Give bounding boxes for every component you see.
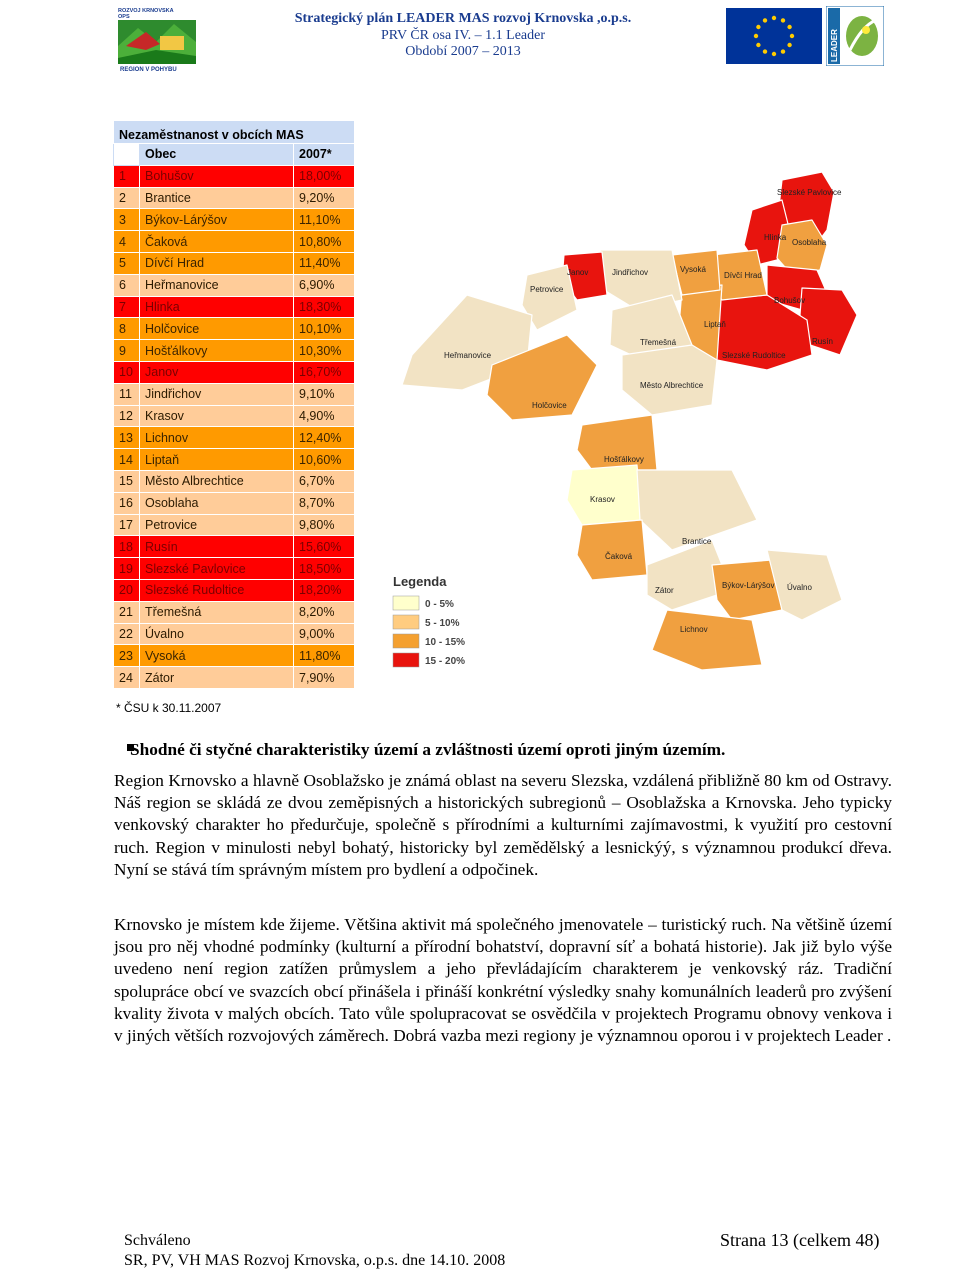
map-region-mesto-albrechtice xyxy=(622,345,717,415)
map-label: Petrovice xyxy=(530,285,564,294)
table-row xyxy=(114,427,355,449)
eu-star-icon xyxy=(772,52,776,56)
table-row xyxy=(114,492,355,514)
map-label: Třemešná xyxy=(640,338,677,347)
table-row xyxy=(114,601,355,623)
row-municipality: Třemešná xyxy=(140,601,294,623)
row-index: 11 xyxy=(114,383,140,405)
row-municipality: Janov xyxy=(140,361,294,383)
row-index: 19 xyxy=(114,558,140,580)
logo-text-bottom: REGION V POHYBU xyxy=(120,67,177,72)
row-municipality: Liptaň xyxy=(140,449,294,471)
map-label: Janov xyxy=(567,268,589,277)
table-row xyxy=(114,383,355,405)
table-row xyxy=(114,514,355,536)
row-municipality: Hlinka xyxy=(140,296,294,318)
row-index: 7 xyxy=(114,296,140,318)
row-municipality: Zátor xyxy=(140,667,294,689)
row-unemployment-rate: 18,50% xyxy=(294,558,355,580)
eu-star-icon xyxy=(763,18,767,22)
row-unemployment-rate: 4,90% xyxy=(294,405,355,427)
map-label: Vysoká xyxy=(680,265,706,274)
table-header-year: 2007* xyxy=(294,144,355,166)
table-header-obec: Obec xyxy=(140,144,294,166)
logo-text-ops: OPS xyxy=(118,14,130,20)
row-index: 9 xyxy=(114,340,140,362)
row-municipality: Jindřichov xyxy=(140,383,294,405)
eu-star-icon xyxy=(756,43,760,47)
document-header-period: Období 2007 – 2013 xyxy=(405,44,521,59)
row-index: 10 xyxy=(114,361,140,383)
row-index: 24 xyxy=(114,667,140,689)
row-unemployment-rate: 8,70% xyxy=(294,492,355,514)
row-unemployment-rate: 10,80% xyxy=(294,231,355,253)
row-municipality: Lichnov xyxy=(140,427,294,449)
row-index: 15 xyxy=(114,470,140,492)
row-index: 2 xyxy=(114,187,140,209)
table-row xyxy=(114,558,355,580)
table-row xyxy=(114,470,355,492)
map-label: Hlinka xyxy=(764,233,787,242)
row-index: 14 xyxy=(114,449,140,471)
table-title: Nezaměstnanost v obcích MAS xyxy=(114,121,355,144)
row-municipality: Slezské Pavlovice xyxy=(140,558,294,580)
row-unemployment-rate: 12,40% xyxy=(294,427,355,449)
table-row xyxy=(114,187,355,209)
eu-star-icon xyxy=(790,34,794,38)
row-unemployment-rate: 7,90% xyxy=(294,667,355,689)
eu-star-icon xyxy=(787,43,791,47)
map-legend xyxy=(393,574,465,667)
row-unemployment-rate: 11,10% xyxy=(294,209,355,231)
row-index: 16 xyxy=(114,492,140,514)
eu-flag-logo xyxy=(726,8,822,64)
row-unemployment-rate: 18,00% xyxy=(294,165,355,187)
map-label: Jindřichov xyxy=(612,268,649,277)
table-row xyxy=(114,209,355,231)
table-row xyxy=(114,165,355,187)
row-unemployment-rate: 6,90% xyxy=(294,274,355,296)
row-municipality: Osoblaha xyxy=(140,492,294,514)
map-label: Osoblaha xyxy=(792,238,827,247)
eu-star-icon xyxy=(781,18,785,22)
map-label: Město Albrechtice xyxy=(640,381,704,390)
row-municipality: Město Albrechtice xyxy=(140,470,294,492)
row-index: 23 xyxy=(114,645,140,667)
map-label: Heřmanovice xyxy=(444,351,492,360)
table-row xyxy=(114,318,355,340)
map-label: Bohušov xyxy=(774,296,806,305)
row-index: 8 xyxy=(114,318,140,340)
row-unemployment-rate: 9,10% xyxy=(294,383,355,405)
paragraph-region: Region Krnovsko a hlavně Osoblažsko je známá oblast na severu Slezska, vzdálená přibližně 80 km od Ostravy. Náš region se skládá ze dvou zeměpisných a historických subregionů – Osoblažska a Krnovska. Jeho typicky venkovský charakter ho předurčuje, společně s přírodními a kulturními zajímavostmi, k využití pro cestovní ruch. Region v minulosti nebyl bohatý, historicky byl zemědělský a lesnickýý, s významnou produkcí dřeva. Nyní se stává tím správným místem pro bydlení a odpočinek. xyxy=(114,771,892,879)
row-unemployment-rate: 18,20% xyxy=(294,579,355,601)
row-unemployment-rate: 10,60% xyxy=(294,449,355,471)
legend-label: 15 - 20% xyxy=(425,656,466,667)
map-label: Brantice xyxy=(682,537,712,546)
unemployment-map xyxy=(372,170,867,670)
legend-label: 5 - 10% xyxy=(425,618,460,629)
legend-swatch xyxy=(393,653,419,667)
table-row xyxy=(114,296,355,318)
leader-logo-text: LEADER xyxy=(830,29,839,62)
map-label: Rusín xyxy=(812,337,833,346)
eu-star-icon xyxy=(781,49,785,53)
eu-star-icon xyxy=(754,34,758,38)
row-index: 6 xyxy=(114,274,140,296)
page-number: Strana 13 (celkem 48) xyxy=(720,1230,880,1250)
map-label: Slezské Rudoltice xyxy=(722,351,786,360)
table-row xyxy=(114,252,355,274)
row-index: 17 xyxy=(114,514,140,536)
document-header-program: PRV ČR osa IV. – 1.1 Leader xyxy=(380,28,546,43)
row-index: 22 xyxy=(114,623,140,645)
row-unemployment-rate: 9,00% xyxy=(294,623,355,645)
legend-title: Legenda xyxy=(393,574,447,589)
legend-label: 10 - 15% xyxy=(425,637,466,648)
row-index: 18 xyxy=(114,536,140,558)
table-row xyxy=(114,536,355,558)
table-row xyxy=(114,579,355,601)
row-unemployment-rate: 16,70% xyxy=(294,361,355,383)
row-unemployment-rate: 18,30% xyxy=(294,296,355,318)
row-index: 13 xyxy=(114,427,140,449)
table-row xyxy=(114,405,355,427)
table-row xyxy=(114,623,355,645)
map-label: Úvalno xyxy=(787,583,812,592)
table-header-blank xyxy=(114,144,140,166)
row-unemployment-rate: 10,30% xyxy=(294,340,355,362)
legend-swatch xyxy=(393,634,419,648)
map-label: Liptaň xyxy=(704,320,726,329)
map-label: Slezské Pavlovice xyxy=(777,188,842,197)
row-index: 21 xyxy=(114,601,140,623)
row-unemployment-rate: 15,60% xyxy=(294,536,355,558)
row-index: 4 xyxy=(114,231,140,253)
paragraph-tourism: Krnovsko je místem kde žijeme. Většina aktivit má společného jmenovatele – turistický ruch. Na většině území jsou pro něj vhodné podmínky (kulturní a přírodní bohatství, dopravní síť a bohatá historie). Jak již bylo výše uvedeno není region zatížen průmyslem a jeho převládajícím charakterem je venkovský ráz. Tradiční spolupráce obcí ve svazcích obcí přinášela i přináší konkrétní výsledky snahy komunálních leaderů pro zvýšení kvality života v malých obcích. Tato vůle spolupracovat se osvědčila v projektech Programu obnovy venkova i v jiných větších rozvojových záměrech. Dobrá vazba mezi regiony je významnou oporou i v projektech Leader . xyxy=(114,915,892,1046)
eu-star-icon xyxy=(756,25,760,29)
row-unemployment-rate: 11,40% xyxy=(294,252,355,274)
row-municipality: Býkov-Lárýšov xyxy=(140,209,294,231)
eu-star-icon xyxy=(787,25,791,29)
row-unemployment-rate: 6,70% xyxy=(294,470,355,492)
logo-text-top: ROZVOJ KRNOVSKA xyxy=(118,8,174,14)
row-municipality: Rusín xyxy=(140,536,294,558)
row-unemployment-rate: 10,10% xyxy=(294,318,355,340)
eu-star-icon xyxy=(772,16,776,20)
footer-approved: Schváleno xyxy=(124,1232,191,1249)
map-label: Zátor xyxy=(655,586,674,595)
row-municipality: Holčovice xyxy=(140,318,294,340)
unemployment-table-body xyxy=(114,165,355,688)
row-municipality: Bohušov xyxy=(140,165,294,187)
table-row xyxy=(114,231,355,253)
legend-swatch xyxy=(393,615,419,629)
map-label: Krasov xyxy=(590,495,615,504)
row-unemployment-rate: 9,80% xyxy=(294,514,355,536)
row-municipality: Heřmanovice xyxy=(140,274,294,296)
row-index: 5 xyxy=(114,252,140,274)
row-index: 1 xyxy=(114,165,140,187)
map-label: Býkov-Lárýšov xyxy=(722,581,775,590)
row-municipality: Vysoká xyxy=(140,645,294,667)
row-municipality: Dívčí Hrad xyxy=(140,252,294,274)
table-source-note: * ČSU k 30.11.2007 xyxy=(116,701,222,715)
map-label: Lichnov xyxy=(680,625,708,634)
table-row xyxy=(114,667,355,689)
table-row xyxy=(114,645,355,667)
row-municipality: Hošťálkovy xyxy=(140,340,294,362)
row-municipality: Úvalno xyxy=(140,623,294,645)
row-municipality: Slezské Rudoltice xyxy=(140,579,294,601)
section-heading: Shodné či styčné charakteristiky území a zvláštnosti území oproti jiným územím. xyxy=(130,740,726,759)
row-municipality: Brantice xyxy=(140,187,294,209)
row-unemployment-rate: 11,80% xyxy=(294,645,355,667)
row-municipality: Čaková xyxy=(140,231,294,253)
table-row xyxy=(114,449,355,471)
row-municipality: Petrovice xyxy=(140,514,294,536)
row-index: 20 xyxy=(114,579,140,601)
footer-approval-details: SR, PV, VH MAS Rozvoj Krnovska, o.p.s. dne 14.10. 2008 xyxy=(124,1252,506,1269)
table-row xyxy=(114,361,355,383)
legend-swatch xyxy=(393,596,419,610)
map-region-cakova xyxy=(577,520,647,580)
row-municipality: Krasov xyxy=(140,405,294,427)
table-row xyxy=(114,340,355,362)
map-label: Hošťálkovy xyxy=(604,455,644,464)
document-header-title: Strategický plán LEADER MAS rozvoj Krnovska ,o.p.s. xyxy=(294,11,632,26)
map-label: Holčovice xyxy=(532,401,567,410)
row-unemployment-rate: 8,20% xyxy=(294,601,355,623)
table-row xyxy=(114,274,355,296)
legend-label: 0 - 5% xyxy=(425,599,454,610)
row-unemployment-rate: 9,20% xyxy=(294,187,355,209)
map-label: Dívčí Hrad xyxy=(724,271,762,280)
leader-logo xyxy=(826,6,884,66)
rozvoj-krnovska-logo xyxy=(116,6,198,72)
row-index: 12 xyxy=(114,405,140,427)
map-label: Čaková xyxy=(605,552,633,561)
eu-star-icon xyxy=(763,49,767,53)
map-region-lichnov xyxy=(652,610,762,670)
row-index: 3 xyxy=(114,209,140,231)
unemployment-table xyxy=(113,120,355,689)
